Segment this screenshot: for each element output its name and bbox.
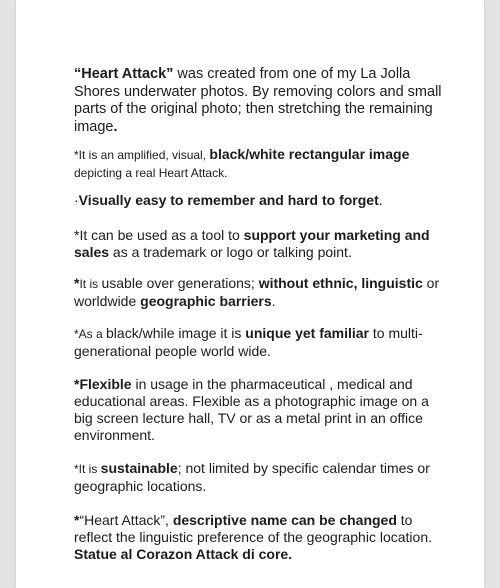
text-run: to reflect the linguistic preference of the geographic location. [74, 512, 432, 545]
paragraph-amplified-image [74, 146, 446, 182]
text-run: as a trademark or logo or talking point. [109, 244, 352, 260]
paragraph-flexible [74, 376, 446, 444]
text-run: *Flexible [74, 376, 132, 392]
text-run: without ethnic, linguistic [258, 275, 423, 291]
text-run: descriptive name can be changed [172, 512, 397, 528]
text-run: Statue al Corazon Attack di core. [74, 546, 293, 562]
text-run: *It is [74, 462, 101, 476]
text-run: support your marketing and sales [74, 227, 430, 260]
paragraph-sustainable [74, 460, 446, 495]
text-run: . [378, 192, 383, 208]
text-run: usable over generations; [101, 275, 259, 291]
text-run: It is [79, 277, 102, 291]
text-run: Visually easy to remember and hard to forget [78, 192, 379, 208]
text-run: black/white rectangular image [209, 146, 410, 162]
text-run: . [113, 118, 118, 135]
text-run: was created from one of my La Jolla Shores underwater photos. By removing colors and small parts of the original photo; then stretching the remaining image [74, 66, 442, 135]
text-run: *As a [74, 327, 107, 341]
text-run: *It is an amplified, visual, [74, 148, 210, 162]
paragraph-easy-to-remember [74, 192, 446, 209]
text-run: * [74, 275, 80, 291]
text-run: black/while image it is [106, 325, 246, 341]
paragraph-intro [74, 66, 446, 136]
text-run: *It can be used as a tool to [74, 227, 244, 243]
text-run: “Heart Attack”, [79, 512, 173, 528]
text-run: unique yet familiar [245, 325, 369, 341]
text-run: depicting a real Heart Attack. [74, 166, 228, 180]
text-run: geographic barriers [140, 293, 272, 309]
paragraph-descriptive-name [74, 512, 446, 563]
text-run: or worldwide [74, 275, 440, 309]
text-run: sustainable [100, 460, 178, 476]
paragraph-marketing-tool [74, 227, 446, 261]
paragraph-generations [74, 275, 446, 310]
text-run: · [74, 192, 79, 208]
document-page [16, 0, 484, 588]
text-run: “Heart Attack” [74, 66, 174, 82]
text-run: ; not limited by specific calendar times or geographic locations. [74, 460, 430, 494]
text-run: to multi-generational people world wide. [74, 325, 423, 359]
text-run: . [271, 293, 276, 309]
text-run: * [74, 512, 80, 528]
text-run: in usage in the pharmaceutical , medical and educational areas. Flexible as a photographic image on a big screen lecture hall, TV or as a metal print in an office environment. [74, 376, 429, 443]
paragraph-unique-familiar [74, 325, 446, 360]
